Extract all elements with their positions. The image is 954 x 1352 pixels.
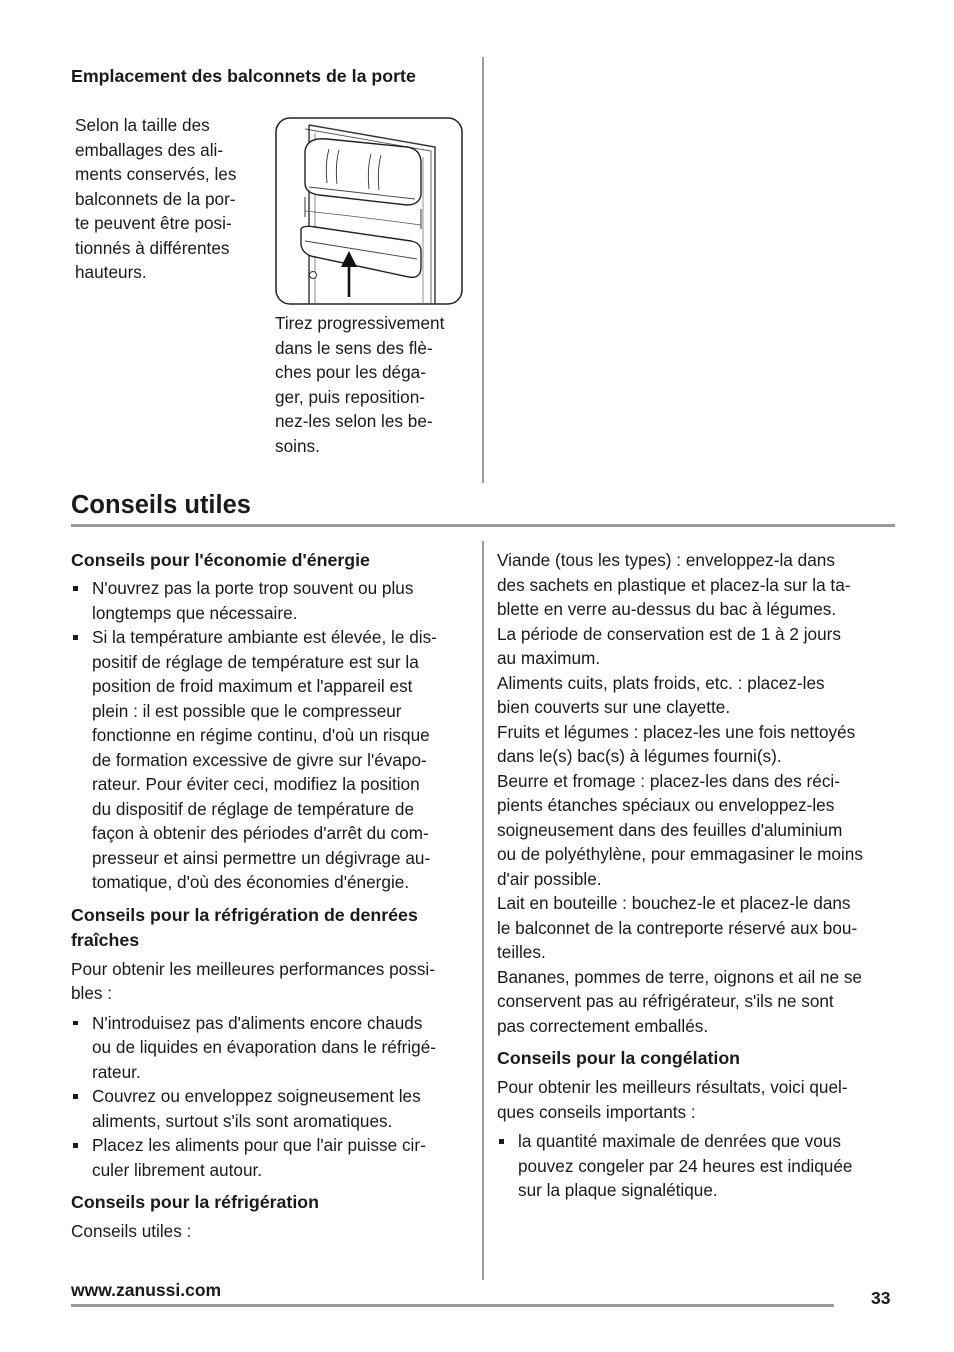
list-item: N'ouvrez pas la porte trop souvent ou plus longtemps que nécessaire.	[71, 576, 471, 625]
caption-line: ches pour les déga-	[275, 362, 426, 382]
heading-freezing: Conseils pour la congélation	[497, 1048, 741, 1068]
heading-fresh-food: Conseils pour la réfrigération de denrées fraîches	[71, 904, 418, 950]
heading-refrigeration: Conseils pour la réfrigération	[71, 1192, 319, 1212]
fresh-list	[71, 1011, 471, 1183]
door-shelf-icon	[275, 117, 463, 305]
caption-line: soins.	[275, 435, 320, 456]
column-divider-top	[482, 57, 484, 483]
intro-line: emballages des ali-	[75, 139, 224, 160]
list-item: Couvrez ou enveloppez soigneusement les aliments, surtout s'ils sont aromatiques.	[71, 1084, 471, 1133]
column-divider-bottom	[482, 541, 484, 1280]
refrigeration-intro: Conseils utiles :	[71, 1221, 192, 1241]
caption-line: nez-les selon les be-	[275, 411, 433, 431]
caption-line: ger, puis reposition-	[275, 386, 425, 407]
intro-line: balconnets de la por-	[75, 188, 236, 209]
intro-line: ments conservés, les	[75, 164, 237, 184]
right-column	[497, 548, 897, 1203]
list-item: Si la température ambiante est élevée, le dis- positif de réglage de température est sur la position de froid maximum et l'appareil est plein : il est possible que le compresseur fonctionne en régime continu, d'où un risque de formation excessive de givre sur l'évapo- rateur. Pour éviter ceci, modifiez la position du dispositif de réglage de température de façon à obtenir des périodes d'arrêt du com- presseur et ainsi permettre un dégivrage au- tomatique, d'où des économies d'énergie.	[71, 625, 471, 895]
freezing-list	[497, 1129, 897, 1203]
page-number: 33	[871, 1288, 891, 1308]
caption-line: dans le sens des flè-	[275, 337, 433, 358]
fresh-intro: Pour obtenir les meilleures performances possi- bles :	[71, 958, 435, 1003]
footer-rule	[71, 1304, 834, 1307]
heading-energy: Conseils pour l'économie d'énergie	[71, 550, 370, 570]
list-item: N'introduisez pas d'aliments encore chauds ou de liquides en évaporation dans le réfrigé- rateur.	[71, 1011, 471, 1085]
list-item: la quantité maximale de denrées que vous pouvez congeler par 24 heures est indiquée sur la plaque signalétique.	[497, 1129, 897, 1203]
storage-tips: Viande (tous les types) : enveloppez-la dans des sachets en plastique et placez-la sur la ta- blette en verre au-dessus du bac à légumes. La période de conservation est de 1 à 2 jours au maximum. Aliments cuits, plats froids, etc. : placez-les bien couverts sur une clayette. Fruits et légumes : placez-les une fois nettoyés dans le(s) bac(s) à légumes fourni(s). Beurre et fromage : placez-les dans des réci- pients étanches spéciaux ou enveloppez-les soigneusement dans des feuilles d'aluminium ou de polyéthylène, pour emmagasiner le moins d'air possible. Lait en bouteille : bouchez-le et placez-le dans le balconnet de la contreporte réservé aux bou- teilles. Bananes, pommes de terre, oignons et ail ne se conservent pas au réfrigérateur, s'ils ne sont pas correctement emballés.	[497, 550, 863, 1036]
intro-line: te peuvent être posi-	[75, 213, 232, 233]
footer-website-link[interactable]: www.zanussi.com	[71, 1280, 222, 1300]
energy-list	[71, 576, 471, 895]
left-column	[71, 548, 471, 1244]
intro-line: Selon la taille des	[75, 115, 210, 135]
section-rule	[71, 524, 895, 527]
caption-line: Tirez progressivement	[275, 313, 445, 333]
intro-line: hauteurs.	[75, 262, 147, 282]
freezing-intro: Pour obtenir les meilleurs résultats, voici quel- ques conseils importants :	[497, 1077, 848, 1122]
figure-caption	[275, 311, 470, 458]
heading-door-shelves: Emplacement des balconnets de la porte	[71, 66, 416, 86]
intro-paragraph	[75, 113, 270, 285]
door-shelf-illustration	[275, 117, 463, 305]
intro-line: tionnés à différentes	[75, 237, 230, 258]
section-title: Conseils utiles	[71, 491, 251, 519]
list-item: Placez les aliments pour que l'air puisse cir- culer librement autour.	[71, 1133, 471, 1182]
